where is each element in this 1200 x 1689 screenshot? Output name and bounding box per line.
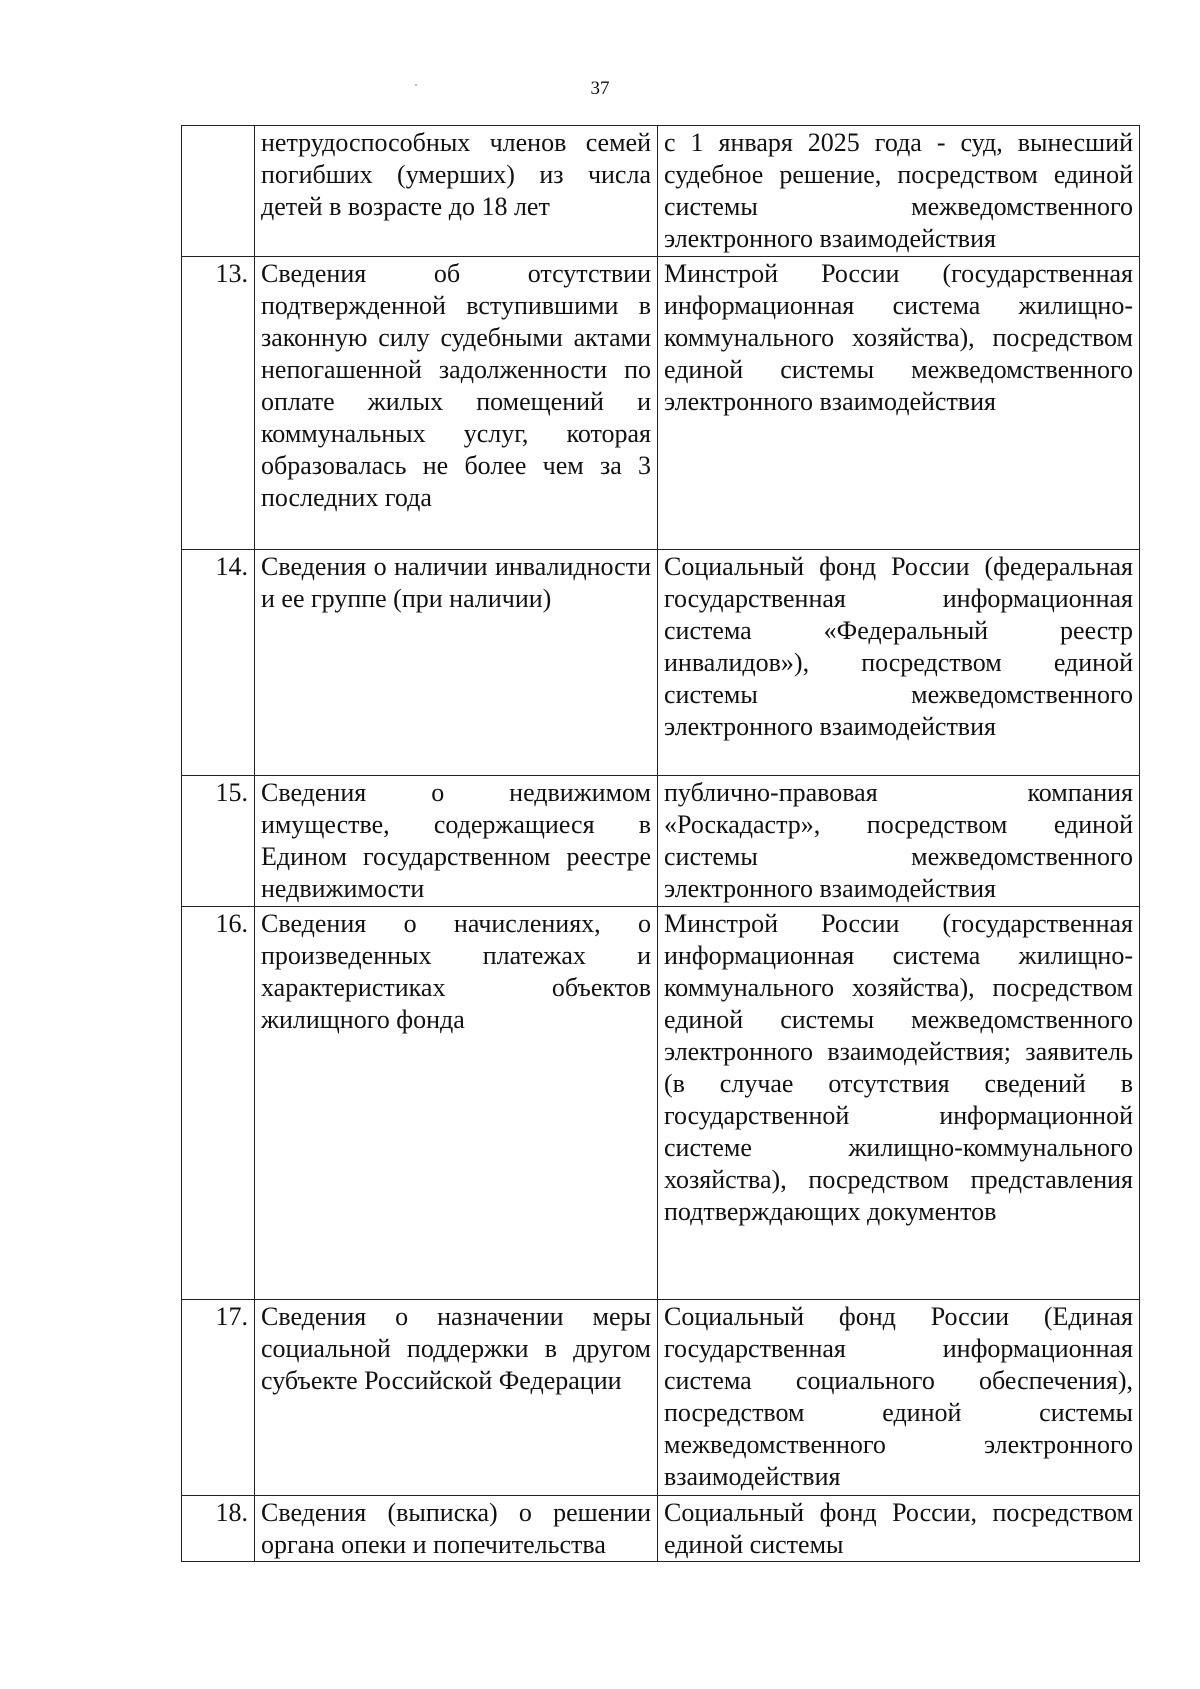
info-cell: Сведения о назначении меры социальной поддержки в другом субъекте Российской Федерации — [255, 1300, 658, 1496]
source-cell: Минстрой России (государственная информационная система жилищно-коммунального хозяйства), посредством единой системы межведомственного электронного взаимодействия — [658, 257, 1140, 550]
table-row — [182, 907, 1140, 1300]
source-cell: Минстрой России (государственная информационная система жилищно-коммунального хозяйства), посредством единой системы межведомственного электронного взаимодействия; заявитель (в случае отсутствия сведений в государственной информационной системе жилищно-коммунального хозяйства), посредством представления подтверждающих документов — [658, 907, 1140, 1300]
document-table — [181, 125, 1140, 1562]
source-cell: Социальный фонд России, посредством единой системы — [658, 1496, 1140, 1562]
info-cell: Сведения (выписка) о решении органа опеки и попечительства — [255, 1496, 658, 1562]
source-cell: с 1 января 2025 года - суд, вынесший судебное решение, посредством единой системы межведомственного электронного взаимодействия — [658, 126, 1140, 257]
info-cell: Сведения о начислениях, о произведенных платежах и характеристиках объектов жилищного фонда — [255, 907, 658, 1300]
info-cell: Сведения об отсутствии подтвержденной вступившими в законную силу судебными актами непогашенной задолженности по оплате жилых помещений и коммунальных услуг, которая образовалась не более чем за 3 последних года — [255, 257, 658, 550]
table-row — [182, 550, 1140, 776]
table-row — [182, 126, 1140, 257]
info-cell: нетрудоспособных членов семей погибших (умерших) из числа детей в возрасте до 18 лет — [255, 126, 658, 257]
row-number: 18. — [182, 1496, 255, 1562]
info-cell: Сведения о недвижимом имуществе, содержащиеся в Едином государственном реестре недвижимости — [255, 776, 658, 907]
source-cell: Социальный фонд России (федеральная государственная информационная система «Федеральный реестр инвалидов»), посредством единой системы межведомственного электронного взаимодействия — [658, 550, 1140, 776]
table-row — [182, 776, 1140, 907]
row-number: 14. — [182, 550, 255, 776]
info-cell: Сведения о наличии инвалидности и ее группе (при наличии) — [255, 550, 658, 776]
row-number: 13. — [182, 257, 255, 550]
source-cell: публично-правовая компания «Роскадастр», посредством единой системы межведомственного электронного взаимодействия — [658, 776, 1140, 907]
source-cell: Социальный фонд России (Единая государственная информационная система социального обеспечения), посредством единой системы межведомственного электронного взаимодействия — [658, 1300, 1140, 1496]
row-number: 16. — [182, 907, 255, 1300]
row-number: 17. — [182, 1300, 255, 1496]
table-row — [182, 257, 1140, 550]
page-number: 37 — [590, 78, 610, 99]
table-row — [182, 1300, 1140, 1496]
row-number: 15. — [182, 776, 255, 907]
table-row — [182, 1496, 1140, 1562]
row-number — [182, 126, 255, 257]
